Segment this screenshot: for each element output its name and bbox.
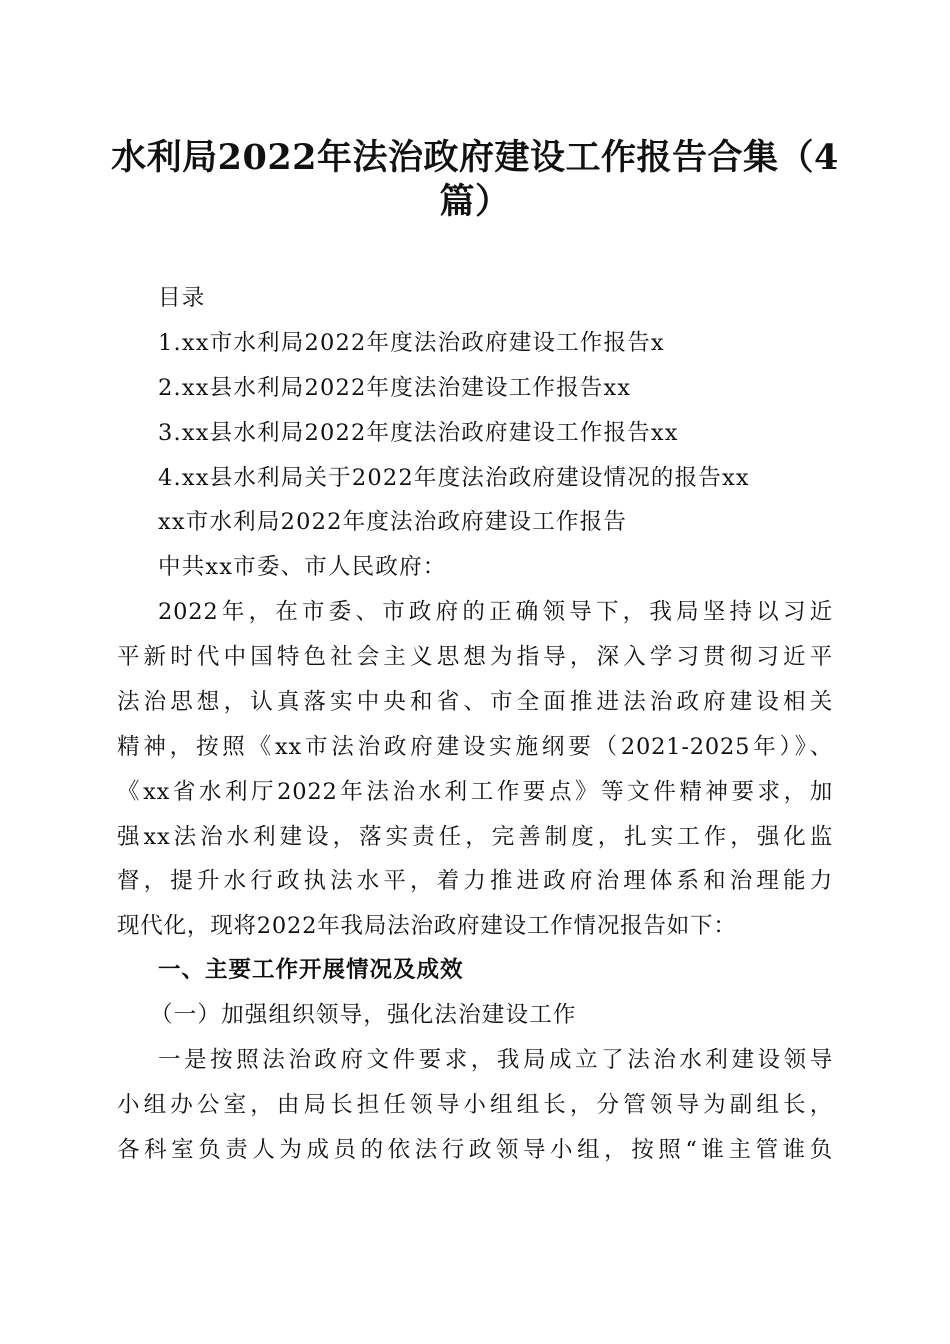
para1-line-5: 《xx省水利厅2022年法治水利工作要点》等文件精神要求，加 [117, 779, 833, 805]
report-title: xx市水利局2022年度法治政府建设工作报告 [158, 509, 628, 535]
section-heading-1: 一、主要工作开展情况及成效 [158, 957, 464, 983]
toc-item-4: 4.xx县水利局关于2022年度法治政府建设情况的报告xx [158, 465, 750, 491]
salutation: 中共xx市委、市人民政府： [158, 554, 447, 580]
para1-line-3: 法治思想，认真落实中央和省、市全面推进法治政府建设相关 [117, 689, 833, 715]
para1-line-1: 2022年，在市委、市政府的正确领导下，我局坚持以习近 [158, 599, 833, 625]
toc-item-3: 3.xx县水利局2022年度法治政府建设工作报告xx [158, 420, 679, 446]
para2-line-1: 一是按照法治政府文件要求，我局成立了法治水利建设领导 [158, 1047, 833, 1073]
toc-item-1: 1.xx市水利局2022年度法治政府建设工作报告x [158, 330, 665, 356]
title-line-2: 篇） [439, 181, 511, 222]
para1-line-8: 现代化，现将2022年我局法治政府建设工作情况报告如下： [117, 913, 737, 939]
toc-label: 目录 [158, 285, 206, 311]
para1-line-7: 督，提升水行政执法水平，着力推进政府治理体系和治理能力 [117, 868, 833, 894]
para1-line-2: 平新时代中国特色社会主义思想为指导，深入学习贯彻习近平 [117, 644, 833, 670]
subsection-heading-1: （一）加强组织领导，强化法治建设工作 [150, 1002, 577, 1028]
para2-line-3: 各科室负责人为成员的依法行政领导小组，按照“谁主管谁负 [117, 1137, 833, 1163]
para1-line-4: 精神，按照《xx市法治政府建设实施纲要（2021-2025年）》、 [117, 734, 833, 760]
title-line-1: 水利局2022年法治政府建设工作报告合集（4 [111, 137, 839, 178]
document-title [100, 136, 850, 224]
para1-line-6: 强xx法治水利建设，落实责任，完善制度，扎实工作，强化监 [117, 824, 833, 850]
toc-item-2: 2.xx县水利局2022年度法治建设工作报告xx [158, 375, 632, 401]
para2-line-2: 小组办公室，由局长担任领导小组组长，分管领导为副组长， [117, 1092, 833, 1118]
